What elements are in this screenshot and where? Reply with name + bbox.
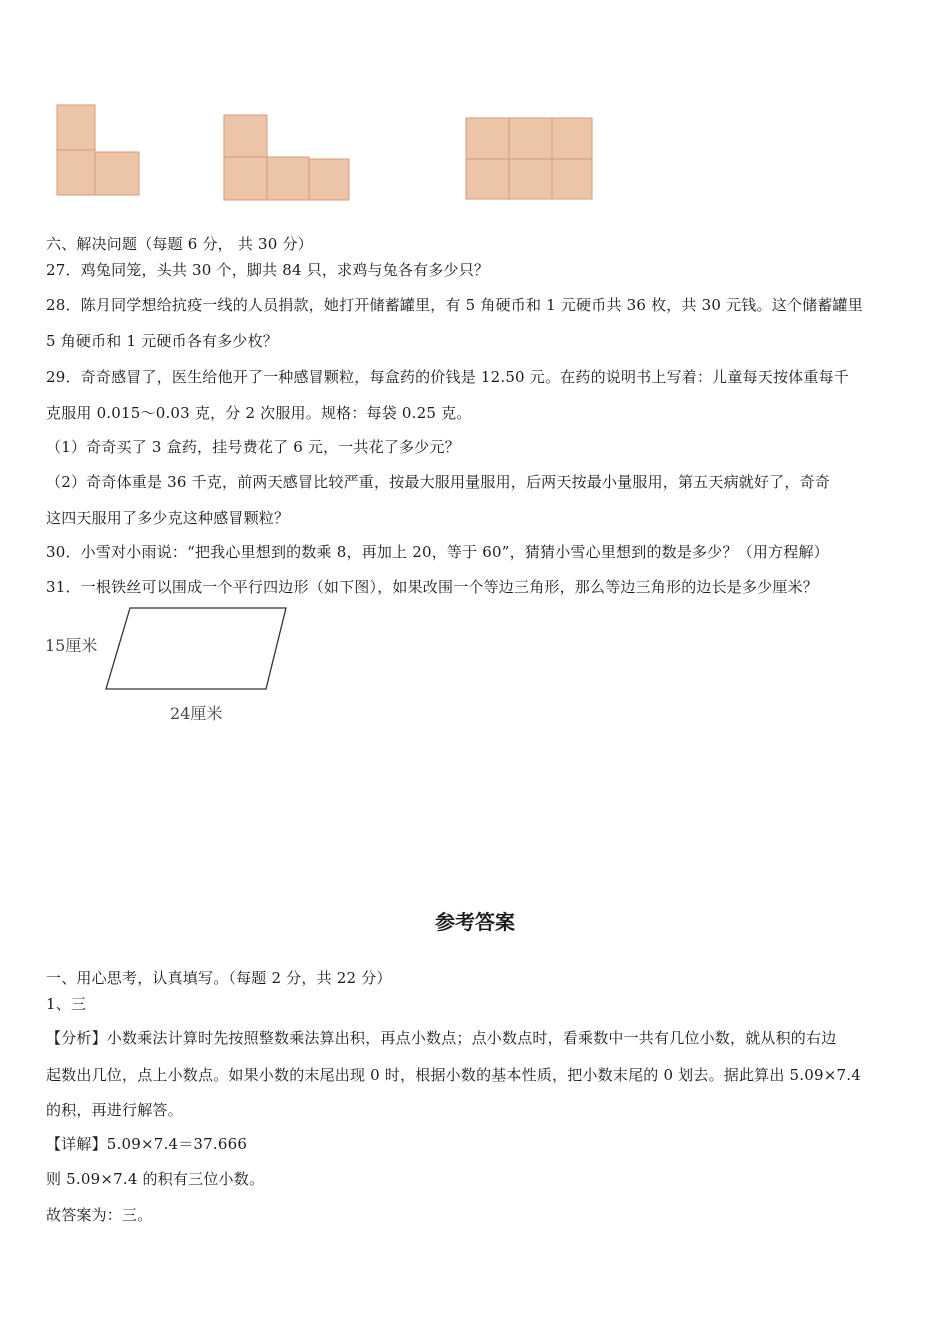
detail-line: 【详解】5.09×7.4＝37.666 [46, 1135, 248, 1153]
question-29-part2-line2: 这四天服用了多少克这种感冒颗粒？ [46, 509, 290, 527]
section6-heading: 六、解决问题（每题 6 分， 共 30 分） [46, 235, 313, 253]
parallelogram-side-label: 15厘米 [45, 636, 98, 655]
question-30: 30．小雪对小雨说：“把我心里想到的数乘 8，再加上 20，等于 60”，猜猜小雪心里想到的数是多少？（用方程解） [46, 543, 829, 561]
parallelogram-figure [40, 600, 300, 730]
block-figure-3 [463, 115, 597, 203]
analysis-line3: 的积，再进行解答。 [46, 1101, 183, 1119]
parallelogram-shape [106, 608, 286, 689]
answers-section1-heading: 一、用心思考，认真填写。（每题 2 分，共 22 分） [46, 969, 392, 987]
parallelogram-base-label: 24厘米 [170, 704, 223, 723]
question-28-line2: 5 角硬币和 1 元硬币各有多少枚？ [46, 332, 278, 350]
answers-title: 参考答案 [435, 910, 515, 934]
block-figure-2 [221, 112, 353, 204]
then-line: 则 5.09×7.4 的积有三位小数。 [46, 1170, 265, 1188]
final-answer-line: 故答案为：三。 [46, 1206, 153, 1224]
question-29-line2: 克服用 0.015～0.03 克，分 2 次服用。规格：每袋 0.25 克。 [46, 404, 472, 422]
block-figure-1 [54, 102, 144, 200]
question-29-part1: （1）奇奇买了 3 盒药，挂号费花了 6 元，一共花了多少元？ [46, 438, 460, 456]
answer-1: 1、三 [46, 995, 87, 1013]
question-29-part2-line1: （2）奇奇体重是 36 千克，前两天感冒比较严重，按最大服用量服用，后两天按最小量服用，第五天病就好了，奇奇 [46, 473, 830, 491]
question-31: 31．一根铁丝可以围成一个平行四边形（如下图），如果改围一个等边三角形，那么等边三角形的边长是多少厘米？ [46, 578, 818, 596]
question-28-line1: 28．陈月同学想给抗疫一线的人员捐款，她打开储蓄罐里，有 5 角硬币和 1 元硬币共 36 枚，共 30 元钱。这个储蓄罐里 [46, 296, 863, 314]
question-27: 27．鸡兔同笼，头共 30 个，脚共 84 只，求鸡与兔各有多少只？ [46, 261, 490, 279]
analysis-line2: 起数出几位，点上小数点。如果小数的末尾出现 0 时，根据小数的基本性质，把小数末尾的 0 划去。据此算出 5.09×7.4 [46, 1066, 861, 1084]
question-29-line1: 29．奇奇感冒了，医生给他开了一种感冒颗粒，每盒药的价钱是 12.50 元。在药的说明书上写着：儿童每天按体重每千 [46, 368, 849, 386]
analysis-line1: 【分析】小数乘法计算时先按照整数乘法算出积，再点小数点；点小数点时，看乘数中一共有几位小数，就从积的右边 [46, 1029, 837, 1047]
